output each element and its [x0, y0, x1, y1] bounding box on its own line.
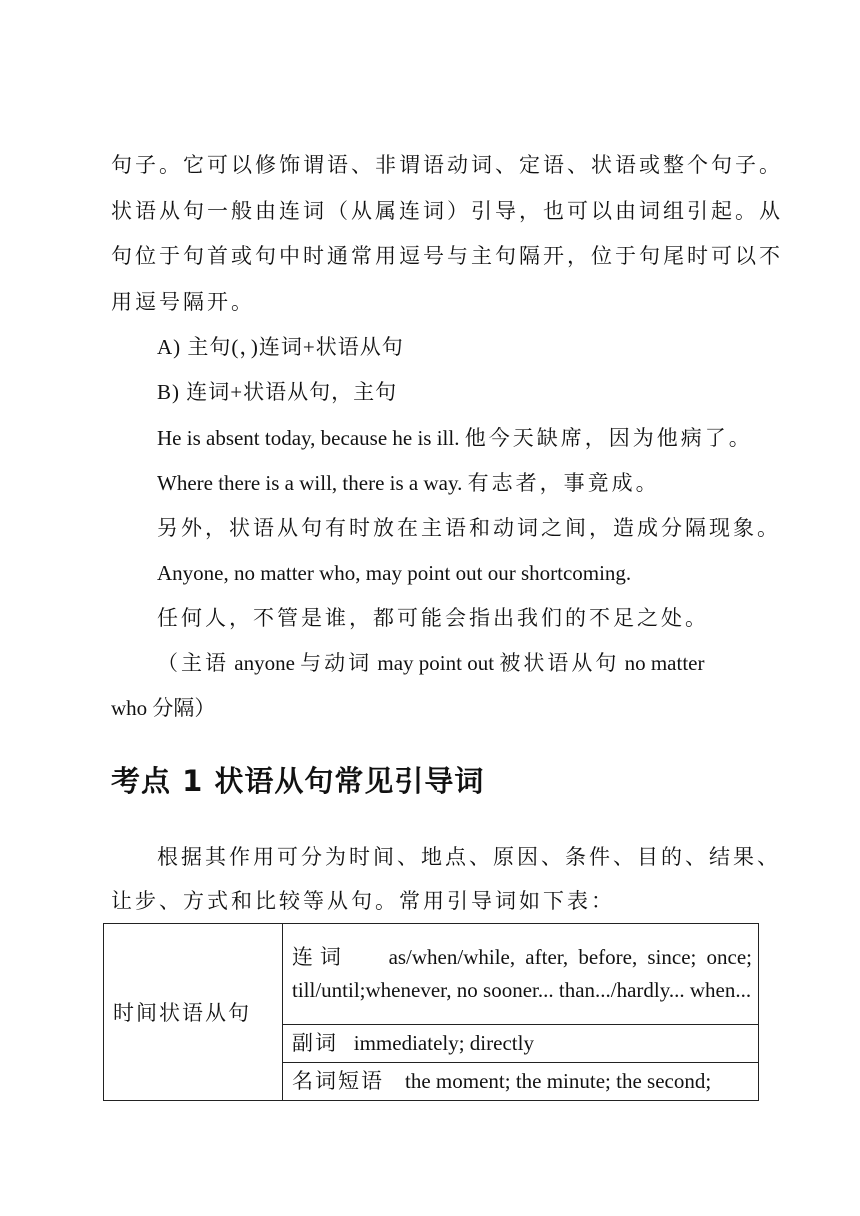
pattern-a: A) 主句(，)连词+状语从句 [157, 335, 404, 359]
comment-part: anyone [229, 651, 301, 675]
noun-phrase-text: the moment; the minute; the second; [405, 1069, 712, 1093]
intro-line-1: 句子。它可以修饰谓语、非谓语动词、定语、状语或整个句子。 [111, 153, 783, 177]
section-paragraph-line-2: 让步、方式和比较等从句。常用引导词如下表： [111, 889, 615, 913]
adverb-label: 副词 [292, 1031, 338, 1055]
adverb-text: immediately; directly [353, 1031, 534, 1055]
example-2-chinese: 有志者，事竟成。 [467, 471, 660, 495]
noun-phrase-label: 名词短语 [292, 1069, 384, 1093]
section-paragraph-line-1: 根据其作用可分为时间、地点、原因、条件、目的、结果、 [157, 845, 781, 869]
conjunction-text: as/when/while, after, before, since; once; till/until;whenever, no sooner... than.../hardly... when... [292, 945, 753, 1002]
section-heading: 考点 1 状语从句常见引导词 [111, 764, 485, 798]
noun-phrase-cell [283, 1063, 759, 1101]
pattern-b: B) 连词+状语从句，主句 [157, 380, 398, 404]
table-row [104, 924, 759, 1025]
category-cell: 时间状语从句 [104, 924, 283, 1101]
comment-line-1 [157, 648, 704, 678]
example-2 [157, 468, 660, 498]
example-1-chinese: 他今天缺席，因为他病了。 [464, 426, 753, 450]
example-2-english: Where there is a will, there is a way. [157, 471, 463, 495]
example-1 [157, 423, 753, 453]
intro-line-3: 句位于句首或句中时通常用逗号与主句隔开，位于句尾时可以不 [111, 244, 783, 268]
comment-part: may point out [372, 651, 500, 675]
adverb-cell [283, 1025, 759, 1063]
example-3-english: Anyone, no matter who, may point out our shortcoming. [157, 561, 632, 585]
comment-part: （主语 [157, 651, 229, 675]
separation-note: 另外，状语从句有时放在主语和动词之间，造成分隔现象。 [157, 516, 781, 540]
conjunction-cell [283, 924, 759, 1025]
comment-line-2: who 分隔） [111, 696, 216, 720]
example-1-english: He is absent today, because he is ill. [157, 426, 460, 450]
comment-part: 与动词 [300, 651, 373, 675]
intro-line-2: 状语从句一般由连词（从属连词）引导，也可以由词组引起。从 [111, 199, 783, 223]
comment-part: 被状语从句 [499, 651, 620, 675]
connector-table [103, 923, 759, 1101]
example-3-chinese: 任何人，不管是谁，都可能会指出我们的不足之处。 [157, 606, 709, 630]
conjunction-label: 连词 [292, 945, 348, 969]
comment-part: no matter [619, 651, 705, 675]
intro-line-4: 用逗号隔开。 [111, 290, 255, 314]
